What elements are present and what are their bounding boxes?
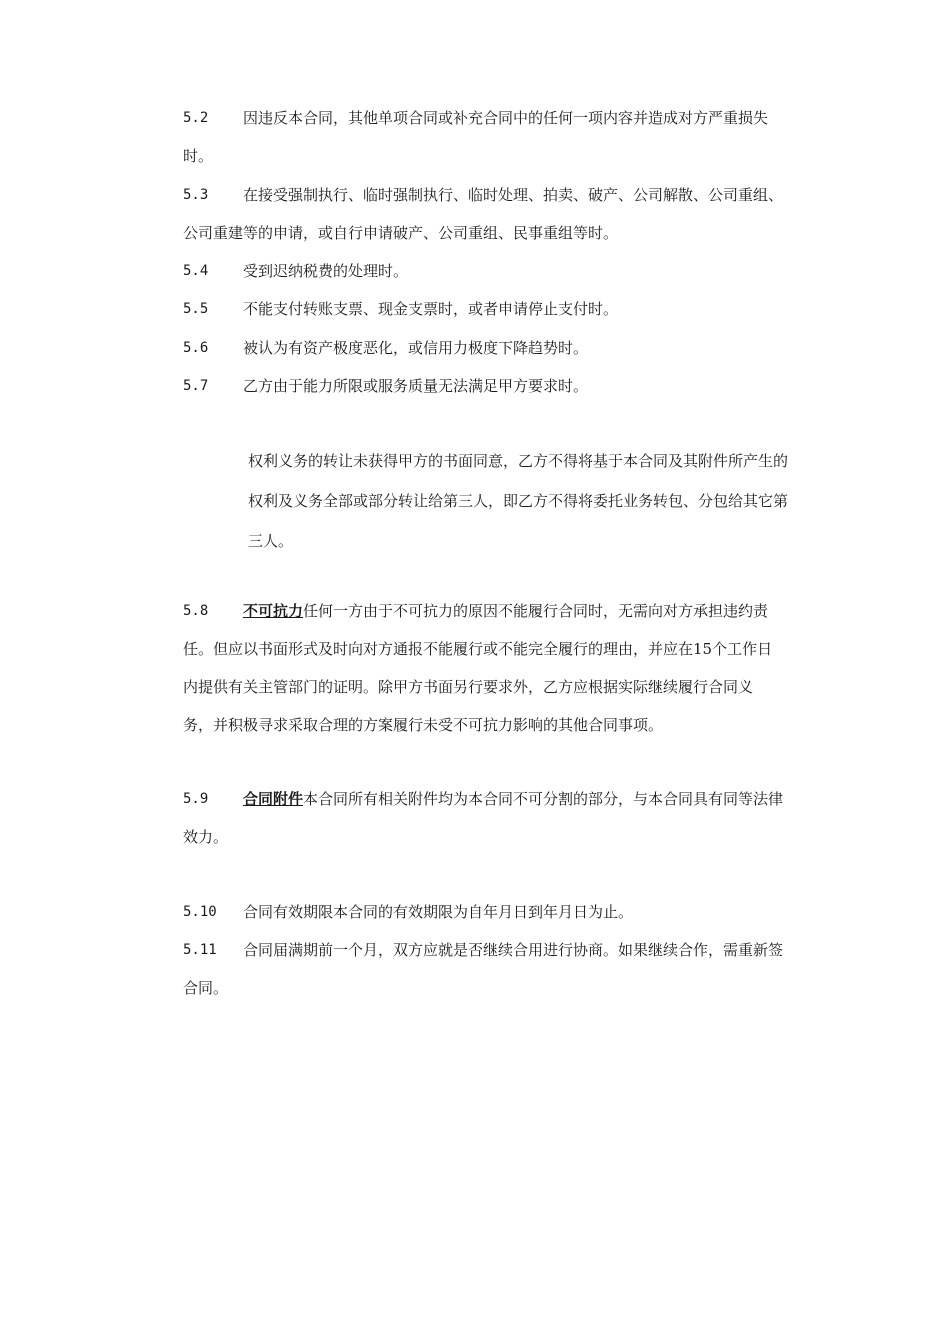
clause-number: 5.6 [183, 340, 209, 356]
clause-5-5 [183, 290, 863, 328]
clause-5-9 [183, 780, 863, 856]
clause-text: 合同有效期限本合同的有效期限为自年月日到年月日为止。 [243, 903, 634, 921]
clause-text: 不能支付转账支票、现金支票时，或者申请停止支付时。 [243, 300, 619, 318]
paragraph-line: 三人。 [248, 532, 294, 550]
clause-5-11 [183, 931, 863, 1007]
clause-number: 5.2 [183, 110, 209, 126]
clause-text: 合同。 [183, 979, 229, 997]
clause-5-2 [183, 99, 863, 175]
clause-text: 务，并积极寻求采取合理的方案履行未受不可抗力影响的其他合同事项。 [183, 716, 664, 734]
clause-number: 5.9 [183, 791, 209, 807]
clause-text: 本合同所有相关附件均为本合同不可分割的部分，与本合同具有同等法律 [303, 790, 784, 808]
clause-5-4 [183, 252, 863, 290]
clause-number: 5.10 [183, 904, 217, 920]
clause-5-6 [183, 329, 863, 367]
clause-number: 5.3 [183, 187, 209, 203]
clause-heading: 不可抗力 [243, 602, 304, 620]
clause-text: 合同届满期前一个月，双方应就是否继续合用进行协商。如果继续合作，需重新签 [243, 941, 784, 959]
clause-text: 效力。 [183, 828, 229, 846]
clause-text: 乙方由于能力所限或服务质量无法满足甲方要求时。 [243, 377, 589, 395]
clause-heading: 合同附件 [243, 790, 304, 808]
clause-5-8 [183, 592, 863, 744]
clause-text: 任何一方由于不可抗力的原因不能履行合同时，无需向对方承担违约责 [303, 602, 769, 620]
clause-first-line [183, 780, 863, 818]
clause-text: 在接受强制执行、临时强制执行、临时处理、拍卖、破产、公司解散、公司重组、 [243, 186, 784, 204]
clause-number: 5.4 [183, 263, 209, 279]
paragraph-line: 权利义务的转让未获得甲方的书面同意，乙方不得将基于本合同及其附件所产生的 [248, 452, 789, 470]
clause-text: 内提供有关主管部门的证明。除甲方书面另行要求外，乙方应根据实际继续履行合同义 [183, 678, 754, 696]
clause-number: 5.7 [183, 378, 209, 394]
clause-number: 5.8 [183, 603, 209, 619]
transfer-paragraph [248, 441, 868, 561]
clause-text: 时。 [183, 147, 214, 165]
clause-text: 公司重建等的申请，或自行申请破产、公司重组、民事重组等时。 [183, 224, 619, 242]
clause-first-line [183, 592, 863, 630]
paragraph-line: 权利及义务全部或部分转让给第三人，即乙方不得将委托业务转包、分包给其它第 [248, 492, 789, 510]
clause-5-3 [183, 176, 863, 252]
clause-5-7 [183, 367, 863, 405]
clause-text: 被认为有资产极度恶化，或信用力极度下降趋势时。 [243, 339, 589, 357]
clause-number: 5.5 [183, 301, 209, 317]
clause-text: 受到迟纳税费的处理时。 [243, 262, 409, 280]
clause-number: 5.11 [183, 942, 217, 958]
clause-text: 任。但应以书面形式及时向对方通报不能履行或不能完全履行的理由，并应在15个工作日 [183, 640, 773, 658]
clause-5-10 [183, 893, 863, 931]
clause-text: 因违反本合同，其他单项合同或补充合同中的任何一项内容并造成对方严重损失 [243, 109, 769, 127]
